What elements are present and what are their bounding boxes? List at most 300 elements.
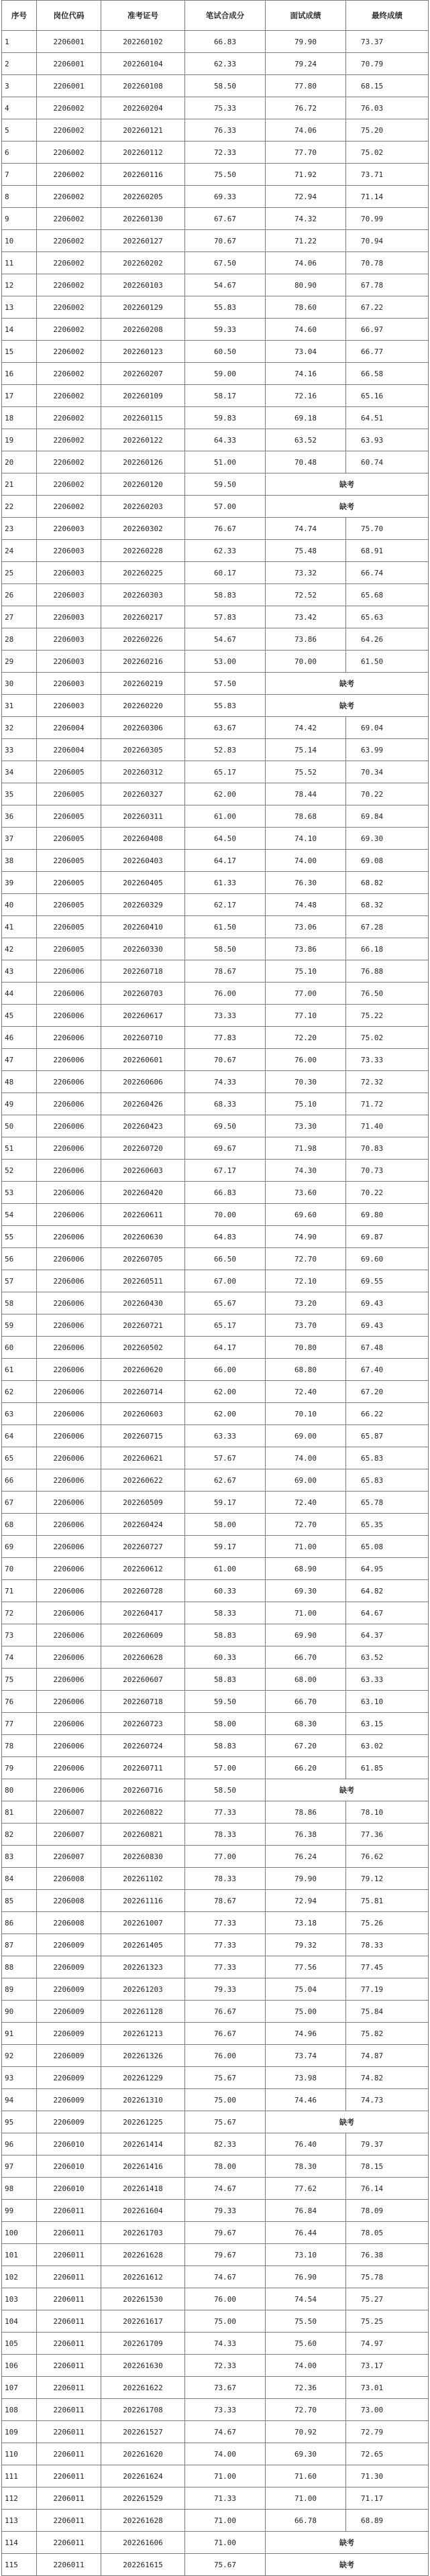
- written-score-cell: 59.17: [185, 1536, 266, 1558]
- position-code-cell: 2206002: [37, 230, 101, 252]
- table-row: [2, 1934, 429, 1956]
- position-code-cell: 2206003: [37, 606, 101, 628]
- interview-score-cell: 80.90: [266, 274, 346, 296]
- position-code-cell: 2206006: [37, 1646, 101, 1669]
- written-score-cell: 74.67: [185, 2421, 266, 2443]
- interview-score-cell: 70.80: [266, 1337, 346, 1359]
- ticket-number-cell: 202260607: [101, 1669, 185, 1691]
- seq-cell: 37: [2, 828, 37, 850]
- table-row: [2, 1314, 429, 1337]
- written-score-cell: 79.67: [185, 2244, 266, 2266]
- interview-score-cell: 75.00: [266, 2001, 346, 2023]
- table-row: [2, 1049, 429, 1071]
- table-row: [2, 1978, 429, 2001]
- position-code-cell: 2206006: [37, 1226, 101, 1248]
- interview-score-cell: 73.10: [266, 2244, 346, 2266]
- ticket-number-cell: 202260724: [101, 1735, 185, 1757]
- seq-cell: 82: [2, 1824, 37, 1846]
- seq-cell: 41: [2, 916, 37, 938]
- table-row: [2, 142, 429, 164]
- written-score-cell: 67.67: [185, 208, 266, 230]
- table-row: [2, 850, 429, 872]
- seq-cell: 94: [2, 2089, 37, 2111]
- written-score-cell: 59.17: [185, 1492, 266, 1514]
- seq-cell: 34: [2, 761, 37, 783]
- seq-cell: 80: [2, 1779, 37, 1801]
- interview-score-cell: 66.78: [266, 2510, 346, 2532]
- seq-cell: 15: [2, 341, 37, 363]
- table-row: [2, 407, 429, 429]
- ticket-number-cell: 202260711: [101, 1757, 185, 1779]
- position-code-cell: 2206005: [37, 894, 101, 916]
- position-code-cell: 2206006: [37, 1115, 101, 1137]
- written-score-cell: 75.67: [185, 2554, 266, 2576]
- written-score-cell: 75.67: [185, 2067, 266, 2089]
- ticket-number-cell: 202260225: [101, 562, 185, 584]
- ticket-number-cell: 202261628: [101, 2510, 185, 2532]
- final-score-cell: 73.01: [346, 2377, 429, 2399]
- written-score-cell: 76.67: [185, 2023, 266, 2045]
- interview-score-cell: 74.42: [266, 717, 346, 739]
- seq-cell: 51: [2, 1137, 37, 1160]
- written-score-cell: 75.33: [185, 97, 266, 119]
- written-score-cell: 58.33: [185, 1602, 266, 1624]
- interview-score-cell: 78.86: [266, 1801, 346, 1824]
- written-score-cell: 63.33: [185, 1425, 266, 1447]
- written-score-cell: 62.17: [185, 894, 266, 916]
- seq-cell: 33: [2, 739, 37, 761]
- position-code-cell: 2206002: [37, 208, 101, 230]
- position-code-cell: 2206006: [37, 1425, 101, 1447]
- interview-score-cell: 72.40: [266, 1492, 346, 1514]
- interview-score-cell: 缺考: [266, 2532, 429, 2554]
- position-code-cell: 2206009: [37, 2111, 101, 2133]
- written-score-cell: 59.50: [185, 1691, 266, 1713]
- interview-score-cell: 77.10: [266, 1005, 346, 1027]
- written-score-cell: 77.33: [185, 1934, 266, 1956]
- final-score-cell: 77.45: [346, 1956, 429, 1978]
- final-score-cell: 65.08: [346, 1536, 429, 1558]
- position-code-cell: 2206009: [37, 2001, 101, 2023]
- final-score-cell: 71.40: [346, 1115, 429, 1137]
- final-score-cell: 75.82: [346, 2023, 429, 2045]
- position-code-cell: 2206006: [37, 1314, 101, 1337]
- interview-score-cell: 71.60: [266, 2465, 346, 2487]
- position-code-cell: 2206003: [37, 628, 101, 651]
- seq-cell: 35: [2, 783, 37, 805]
- ticket-number-cell: 202261615: [101, 2554, 185, 2576]
- seq-cell: 31: [2, 695, 37, 717]
- ticket-number-cell: 202260714: [101, 1381, 185, 1403]
- seq-cell: 103: [2, 2288, 37, 2310]
- written-score-cell: 71.00: [185, 2510, 266, 2532]
- written-score-cell: 59.00: [185, 363, 266, 385]
- ticket-number-cell: 202260822: [101, 1801, 185, 1824]
- written-score-cell: 62.33: [185, 53, 266, 75]
- ticket-number-cell: 202260202: [101, 252, 185, 274]
- position-code-cell: 2206002: [37, 385, 101, 407]
- ticket-number-cell: 202260705: [101, 1248, 185, 1270]
- ticket-number-cell: 202261606: [101, 2532, 185, 2554]
- ticket-number-cell: 202261527: [101, 2421, 185, 2443]
- seq-cell: 16: [2, 363, 37, 385]
- seq-cell: 113: [2, 2510, 37, 2532]
- seq-cell: 43: [2, 960, 37, 983]
- final-score-cell: 78.05: [346, 2222, 429, 2244]
- final-score-cell: 69.80: [346, 1204, 429, 1226]
- interview-score-cell: 71.00: [266, 1602, 346, 1624]
- seq-cell: 58: [2, 1292, 37, 1314]
- written-score-cell: 61.00: [185, 1558, 266, 1580]
- seq-cell: 84: [2, 1868, 37, 1890]
- final-score-cell: 65.83: [346, 1447, 429, 1469]
- interview-score-cell: 73.42: [266, 606, 346, 628]
- written-score-cell: 55.83: [185, 296, 266, 319]
- seq-cell: 20: [2, 451, 37, 473]
- seq-cell: 52: [2, 1160, 37, 1182]
- written-score-cell: 65.17: [185, 1314, 266, 1337]
- ticket-number-cell: 202260420: [101, 1182, 185, 1204]
- seq-cell: 54: [2, 1204, 37, 1226]
- written-score-cell: 72.33: [185, 142, 266, 164]
- final-score-cell: 79.12: [346, 1868, 429, 1890]
- interview-score-cell: 74.60: [266, 319, 346, 341]
- ticket-number-cell: 202260426: [101, 1093, 185, 1115]
- interview-score-cell: 78.30: [266, 2155, 346, 2178]
- ticket-number-cell: 202261620: [101, 2443, 185, 2465]
- table-row: [2, 606, 429, 628]
- position-code-cell: 2206005: [37, 938, 101, 960]
- ticket-number-cell: 202260621: [101, 1447, 185, 1469]
- ticket-number-cell: 202261416: [101, 2155, 185, 2178]
- interview-score-cell: 68.30: [266, 1713, 346, 1735]
- interview-score-cell: 71.00: [266, 1536, 346, 1558]
- final-score-cell: 69.04: [346, 717, 429, 739]
- ticket-number-cell: 202260305: [101, 739, 185, 761]
- position-code-cell: 2206011: [37, 2333, 101, 2355]
- ticket-number-cell: 202261310: [101, 2089, 185, 2111]
- ticket-number-cell: 202260306: [101, 717, 185, 739]
- ticket-number-cell: 202260217: [101, 606, 185, 628]
- interview-score-cell: 69.00: [266, 1425, 346, 1447]
- table-row: [2, 31, 429, 53]
- table-row: [2, 695, 429, 717]
- interview-score-cell: 68.90: [266, 1558, 346, 1580]
- position-code-cell: 2206002: [37, 186, 101, 208]
- position-code-cell: 2206006: [37, 1669, 101, 1691]
- seq-cell: 55: [2, 1226, 37, 1248]
- final-score-cell: 78.15: [346, 2155, 429, 2178]
- position-code-cell: 2206006: [37, 1580, 101, 1602]
- final-score-cell: 71.14: [346, 186, 429, 208]
- seq-cell: 46: [2, 1027, 37, 1049]
- position-code-cell: 2206011: [37, 2487, 101, 2510]
- interview-score-cell: 78.68: [266, 805, 346, 828]
- seq-cell: 87: [2, 1934, 37, 1956]
- table-body: [2, 31, 429, 2576]
- ticket-number-cell: 202261326: [101, 2045, 185, 2067]
- interview-score-cell: 72.94: [266, 1890, 346, 1912]
- seq-cell: 40: [2, 894, 37, 916]
- seq-cell: 106: [2, 2355, 37, 2377]
- ticket-number-cell: 202260123: [101, 341, 185, 363]
- final-score-cell: 63.99: [346, 739, 429, 761]
- table-row: [2, 872, 429, 894]
- ticket-number-cell: 202260710: [101, 1027, 185, 1049]
- interview-score-cell: 79.90: [266, 31, 346, 53]
- final-score-cell: 70.78: [346, 252, 429, 274]
- position-code-cell: 2206009: [37, 2045, 101, 2067]
- table-row: [2, 1669, 429, 1691]
- written-score-cell: 55.83: [185, 695, 266, 717]
- written-score-cell: 58.83: [185, 584, 266, 606]
- final-score-cell: 76.03: [346, 97, 429, 119]
- interview-score-cell: 75.52: [266, 761, 346, 783]
- seq-cell: 10: [2, 230, 37, 252]
- final-score-cell: 69.30: [346, 828, 429, 850]
- table-row: [2, 894, 429, 916]
- written-score-cell: 65.67: [185, 1292, 266, 1314]
- table-row: [2, 518, 429, 540]
- written-score-cell: 73.67: [185, 2377, 266, 2399]
- final-score-cell: 73.17: [346, 2355, 429, 2377]
- interview-score-cell: 79.24: [266, 53, 346, 75]
- table-row: [2, 1093, 429, 1115]
- final-score-cell: 68.15: [346, 75, 429, 97]
- ticket-number-cell: 202261530: [101, 2288, 185, 2310]
- table-row: [2, 1779, 429, 1801]
- ticket-number-cell: 202260408: [101, 828, 185, 850]
- written-score-cell: 58.83: [185, 1669, 266, 1691]
- table-row: [2, 1403, 429, 1425]
- final-score-cell: 70.83: [346, 1137, 429, 1160]
- interview-score-cell: 74.30: [266, 1160, 346, 1182]
- position-code-cell: 2206002: [37, 119, 101, 142]
- table-row: [2, 1226, 429, 1248]
- written-score-cell: 66.50: [185, 1248, 266, 1270]
- table-row: [2, 2001, 429, 2023]
- position-code-cell: 2206002: [37, 407, 101, 429]
- interview-score-cell: 73.74: [266, 2045, 346, 2067]
- written-score-cell: 77.33: [185, 1801, 266, 1824]
- table-row: [2, 828, 429, 850]
- position-code-cell: 2206011: [37, 2465, 101, 2487]
- table-row: [2, 783, 429, 805]
- position-code-cell: 2206002: [37, 142, 101, 164]
- ticket-number-cell: 202260205: [101, 186, 185, 208]
- interview-score-cell: 74.00: [266, 850, 346, 872]
- position-code-cell: 2206006: [37, 1137, 101, 1160]
- written-score-cell: 74.33: [185, 2333, 266, 2355]
- table-row: [2, 1624, 429, 1646]
- position-code-cell: 2206011: [37, 2310, 101, 2333]
- final-score-cell: 70.99: [346, 208, 429, 230]
- position-code-cell: 2206009: [37, 2067, 101, 2089]
- written-score-cell: 74.33: [185, 1071, 266, 1093]
- final-score-cell: 75.25: [346, 2310, 429, 2333]
- table-row: [2, 2399, 429, 2421]
- seq-cell: 93: [2, 2067, 37, 2089]
- ticket-number-cell: 202260423: [101, 1115, 185, 1137]
- written-score-cell: 58.00: [185, 1514, 266, 1536]
- table-row: [2, 2421, 429, 2443]
- final-score-cell: 68.32: [346, 894, 429, 916]
- ticket-number-cell: 202260208: [101, 319, 185, 341]
- written-score-cell: 57.50: [185, 673, 266, 695]
- ticket-number-cell: 202260130: [101, 208, 185, 230]
- position-code-cell: 2206006: [37, 1248, 101, 1270]
- final-score-cell: 76.62: [346, 1846, 429, 1868]
- header-ticket-number: 准考证号: [101, 1, 185, 31]
- table-row: [2, 1691, 429, 1713]
- final-score-cell: 71.72: [346, 1093, 429, 1115]
- ticket-number-cell: 202261624: [101, 2465, 185, 2487]
- seq-cell: 78: [2, 1735, 37, 1757]
- position-code-cell: 2206002: [37, 363, 101, 385]
- written-score-cell: 58.00: [185, 1713, 266, 1735]
- ticket-number-cell: 202260715: [101, 1425, 185, 1447]
- seq-cell: 17: [2, 385, 37, 407]
- position-code-cell: 2206006: [37, 1381, 101, 1403]
- interview-score-cell: 72.20: [266, 1027, 346, 1049]
- interview-score-cell: 74.00: [266, 2355, 346, 2377]
- written-score-cell: 61.00: [185, 805, 266, 828]
- written-score-cell: 57.67: [185, 1447, 266, 1469]
- written-score-cell: 75.00: [185, 2089, 266, 2111]
- interview-score-cell: 71.92: [266, 164, 346, 186]
- final-score-cell: 75.78: [346, 2266, 429, 2288]
- interview-score-cell: 73.98: [266, 2067, 346, 2089]
- seq-cell: 72: [2, 1602, 37, 1624]
- ticket-number-cell: 202261229: [101, 2067, 185, 2089]
- position-code-cell: 2206004: [37, 739, 101, 761]
- final-score-cell: 63.02: [346, 1735, 429, 1757]
- written-score-cell: 77.83: [185, 1027, 266, 1049]
- seq-cell: 8: [2, 186, 37, 208]
- final-score-cell: 68.82: [346, 872, 429, 894]
- table-row: [2, 385, 429, 407]
- table-row: [2, 1602, 429, 1624]
- interview-score-cell: 76.84: [266, 2200, 346, 2222]
- table-row: [2, 628, 429, 651]
- interview-score-cell: 74.90: [266, 1226, 346, 1248]
- table-row: [2, 1536, 429, 1558]
- table-row: [2, 651, 429, 673]
- position-code-cell: 2206006: [37, 1447, 101, 1469]
- interview-score-cell: 70.00: [266, 651, 346, 673]
- position-code-cell: 2206003: [37, 695, 101, 717]
- ticket-number-cell: 202260330: [101, 938, 185, 960]
- ticket-number-cell: 202260116: [101, 164, 185, 186]
- seq-cell: 1: [2, 31, 37, 53]
- final-score-cell: 70.22: [346, 1182, 429, 1204]
- seq-cell: 25: [2, 562, 37, 584]
- position-code-cell: 2206011: [37, 2532, 101, 2554]
- interview-score-cell: 69.00: [266, 1469, 346, 1492]
- position-code-cell: 2206006: [37, 1359, 101, 1381]
- interview-score-cell: 缺考: [266, 1779, 429, 1801]
- seq-cell: 18: [2, 407, 37, 429]
- final-score-cell: 63.10: [346, 1691, 429, 1713]
- table-row: [2, 960, 429, 983]
- table-row: [2, 451, 429, 473]
- ticket-number-cell: 202260601: [101, 1049, 185, 1071]
- position-code-cell: 2206002: [37, 451, 101, 473]
- final-score-cell: 64.26: [346, 628, 429, 651]
- interview-score-cell: 68.00: [266, 1669, 346, 1691]
- final-score-cell: 66.77: [346, 341, 429, 363]
- seq-cell: 81: [2, 1801, 37, 1824]
- position-code-cell: 2206005: [37, 916, 101, 938]
- ticket-number-cell: 202261116: [101, 1890, 185, 1912]
- ticket-number-cell: 202260718: [101, 1691, 185, 1713]
- ticket-number-cell: 202260628: [101, 1646, 185, 1669]
- ticket-number-cell: 202260728: [101, 1580, 185, 1602]
- seq-cell: 75: [2, 1669, 37, 1691]
- written-score-cell: 71.00: [185, 2532, 266, 2554]
- position-code-cell: 2206002: [37, 496, 101, 518]
- final-score-cell: 74.73: [346, 2089, 429, 2111]
- table-row: [2, 473, 429, 496]
- position-code-cell: 2206007: [37, 1824, 101, 1846]
- written-score-cell: 66.83: [185, 31, 266, 53]
- position-code-cell: 2206011: [37, 2421, 101, 2443]
- written-score-cell: 59.83: [185, 407, 266, 429]
- ticket-number-cell: 202260405: [101, 872, 185, 894]
- final-score-cell: 78.10: [346, 1801, 429, 1824]
- seq-cell: 111: [2, 2465, 37, 2487]
- final-score-cell: 70.34: [346, 761, 429, 783]
- seq-cell: 110: [2, 2443, 37, 2465]
- interview-score-cell: 77.70: [266, 142, 346, 164]
- final-score-cell: 69.43: [346, 1314, 429, 1337]
- table-row: [2, 296, 429, 319]
- final-score-cell: 64.67: [346, 1602, 429, 1624]
- seq-cell: 57: [2, 1270, 37, 1292]
- seq-cell: 6: [2, 142, 37, 164]
- final-score-cell: 64.51: [346, 407, 429, 429]
- final-score-cell: 70.79: [346, 53, 429, 75]
- ticket-number-cell: 202260727: [101, 1536, 185, 1558]
- final-score-cell: 75.84: [346, 2001, 429, 2023]
- interview-score-cell: 71.00: [266, 2487, 346, 2510]
- position-code-cell: 2206003: [37, 518, 101, 540]
- table-row: [2, 496, 429, 518]
- seq-cell: 36: [2, 805, 37, 828]
- ticket-number-cell: 202260603: [101, 1160, 185, 1182]
- final-score-cell: 66.97: [346, 319, 429, 341]
- written-score-cell: 52.83: [185, 739, 266, 761]
- seq-cell: 38: [2, 850, 37, 872]
- position-code-cell: 2206005: [37, 761, 101, 783]
- written-score-cell: 79.33: [185, 1978, 266, 2001]
- position-code-cell: 2206006: [37, 1691, 101, 1713]
- seq-cell: 62: [2, 1381, 37, 1403]
- final-score-cell: 68.89: [346, 2510, 429, 2532]
- final-score-cell: 63.93: [346, 429, 429, 451]
- seq-cell: 26: [2, 584, 37, 606]
- table-row: [2, 2443, 429, 2465]
- ticket-number-cell: 202261128: [101, 2001, 185, 2023]
- position-code-cell: 2206006: [37, 1204, 101, 1226]
- ticket-number-cell: 202261628: [101, 2244, 185, 2266]
- final-score-cell: 76.38: [346, 2244, 429, 2266]
- final-score-cell: 65.83: [346, 1469, 429, 1492]
- table-row: [2, 1337, 429, 1359]
- written-score-cell: 63.67: [185, 717, 266, 739]
- written-score-cell: 61.33: [185, 872, 266, 894]
- interview-score-cell: 74.10: [266, 828, 346, 850]
